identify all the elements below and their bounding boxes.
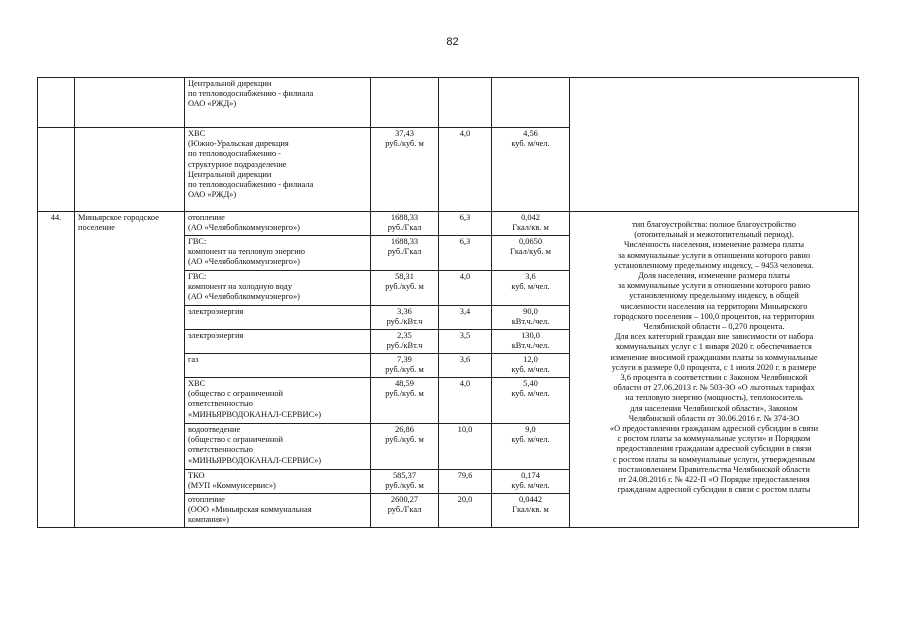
table-row	[38, 78, 859, 128]
norm-cell: 3,6 куб. м/чел.	[492, 271, 570, 306]
percent-cell: 3,4	[439, 306, 492, 330]
percent-cell: 3,6	[439, 354, 492, 378]
tariff-cell: 37,43 руб./куб. м	[371, 128, 439, 212]
norm-cell: 12,0 куб. м/чел.	[492, 354, 570, 378]
norm-cell: 90,0 кВт.ч./чел.	[492, 306, 570, 330]
service-cell: электроэнергия	[185, 330, 371, 354]
service-name: Центральной дирекции по тепловодоснабжению - филиала ОАО «РЖД»)	[188, 79, 314, 109]
entity-name: Миньярское городское поселение	[75, 212, 185, 528]
tariff-table	[37, 77, 859, 528]
tariff-cell: 2,35 руб./кВт.ч	[371, 330, 439, 354]
tariff-cell	[371, 78, 439, 128]
service-cell: отопление (АО «Челябоблкоммунэнерго»)	[185, 212, 371, 236]
tariff-cell: 2600,27 руб./Гкал	[371, 494, 439, 528]
table-row	[38, 212, 859, 236]
service-name: ХВС (Южно-Уральская дирекция по тепловодоснабжению - структурное подразделение Центральной дирекции по тепловодоснабжению - филиала ОАО «РЖД»)	[188, 129, 314, 200]
service-cell: водоотведение (общество с ограниченной ответственностью «МИНЬЯРВОДОКАНАЛ-СЕРВИС»)	[185, 424, 371, 470]
tariff-cell: 585,37 руб./куб. м	[371, 470, 439, 494]
service-cell: газ	[185, 354, 371, 378]
service-cell: ТКО (МУП «Коммунсервис»)	[185, 470, 371, 494]
service-cell: ГВС: компонент на тепловую энергию (АО «Челябоблкоммунэнерго»)	[185, 236, 371, 271]
norm-cell: 0,0442 Гкал/кв. м	[492, 494, 570, 528]
service-cell	[185, 78, 371, 128]
norm-cell	[492, 78, 570, 128]
service-cell: ГВС: компонент на холодную воду (АО «Челябоблкоммунэнерго»)	[185, 271, 371, 306]
tariff-cell: 58,31 руб./куб. м	[371, 271, 439, 306]
percent-cell: 6,3	[439, 212, 492, 236]
tariff-cell: 26,86 руб./куб. м	[371, 424, 439, 470]
percent-cell: 4,0	[439, 271, 492, 306]
service-cell: отопление (ООО «Миньярская коммунальная компания»)	[185, 494, 371, 528]
tariff-cell: 3,36 руб./кВт.ч	[371, 306, 439, 330]
percent-cell	[439, 78, 492, 128]
service-cell: ХВС (общество с ограниченной ответственностью «МИНЬЯРВОДОКАНАЛ-СЕРВИС»)	[185, 378, 371, 424]
norm-cell: 130,0 кВт.ч./чел.	[492, 330, 570, 354]
norm-cell: 5,40 куб. м/чел.	[492, 378, 570, 424]
row-number-cell	[38, 78, 75, 128]
percent-cell: 10,0	[439, 424, 492, 470]
percent-cell: 6,3	[439, 236, 492, 271]
entity-name-cell	[75, 128, 185, 212]
row-number-cell	[38, 128, 75, 212]
entity-name-cell	[75, 78, 185, 128]
page-number: 82	[446, 36, 459, 48]
entity-note: тип благоустройства: полное благоустройство (отопительный и межотопительный период). Численность населения, изменение размера платы за коммунальные услуги в отношении которого равно установленному предельному индексу, – 9453 человека. Доля населения, изменение размера платы за коммунальные услуги в отношении которого равно установленному предельному индексу, в общей численности населения на территории Миньярского городского поселения – 100,0 процентов, на территории Челябинской области – 0,270 процента. Для всех категорий граждан вне зависимости от набора коммунальных услуг с 1 января 2020 г. обеспечивается изменение вносимой гражданами платы за коммунальные услуги в размере 0,0 процента, с 1 июля 2020 г. в размере 3,6 процента в соответствии с Законом Челябинской области от 27.06.2013 г. № 503-ЗО «О льготных тарифах на тепловую энергию (мощность), теплоноситель для населения Челябинской области», Законом Челябинской области от 30.06.2016 г. № 374-ЗО «О предоставлении гражданам адресной субсидии в связи с ростом платы за коммунальные услуги» и Порядком предоставления гражданам адресной субсидии в связи с ростом платы за коммунальные услуги, утвержденным постановлением Правительства Челябинской области от 24.08.2016 г. № 422-П «О Порядке предоставления гражданам адресной субсидии в связи с ростом платы	[570, 212, 859, 528]
tariff-cell: 1688,33 руб./Гкал	[371, 212, 439, 236]
percent-cell: 79,6	[439, 470, 492, 494]
norm-cell: 9,0 куб. м/чел.	[492, 424, 570, 470]
tariff-cell: 7,39 руб./куб. м	[371, 354, 439, 378]
percent-cell: 20,0	[439, 494, 492, 528]
norm-cell: 4,56 куб. м/чел.	[492, 128, 570, 212]
percent-cell: 3,5	[439, 330, 492, 354]
percent-cell: 4,0	[439, 128, 492, 212]
row-number: 44.	[38, 212, 75, 528]
norm-cell: 0,0650 Гкал/куб. м	[492, 236, 570, 271]
norm-cell: 0,042 Гкал/кв. м	[492, 212, 570, 236]
service-cell	[185, 128, 371, 212]
norm-cell: 0,174 куб. м/чел.	[492, 470, 570, 494]
percent-cell: 4,0	[439, 378, 492, 424]
tariff-cell: 1688,33 руб./Гкал	[371, 236, 439, 271]
tariff-cell: 48,59 руб./куб. м	[371, 378, 439, 424]
service-cell: электроэнергия	[185, 306, 371, 330]
note-cell-top	[570, 78, 859, 212]
